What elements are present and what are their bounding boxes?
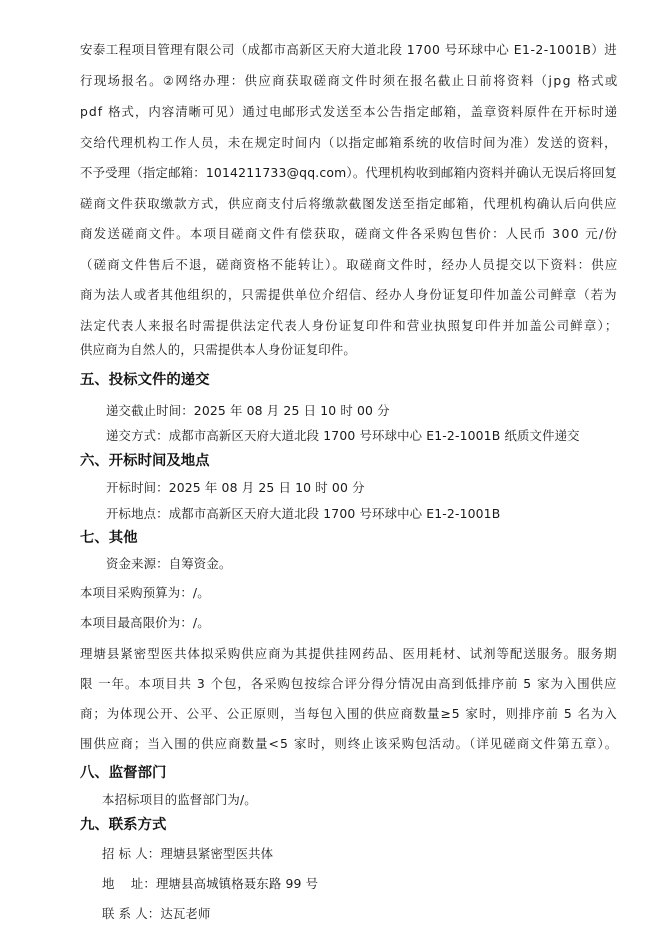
section-heading: 八、监督部门: [80, 765, 167, 781]
paragraph-line: [80, 736, 617, 752]
bidder-label: 招 标 人：: [102, 846, 161, 861]
section-heading: 五、投标文件的递交: [80, 372, 210, 388]
paragraph-line: [80, 42, 617, 58]
line-text: 理塘县紧密型医共体拟采购供应商为其提供挂网药品、医用耗材、试剂等配送服务。服务期: [80, 646, 618, 661]
line-text: 行现场报名。②网络办理：供应商获取磋商文件时须在报名截止日前将资料（jpg 格式或: [80, 73, 619, 88]
section-heading: 七、其他: [80, 530, 138, 546]
line-text: 安泰工程项目管理有限公司（成都市高新区天府大道北段 1700 号环球中心 E1-2-1001B）进: [80, 42, 618, 57]
paragraph-line: 供应商为自然人的，只需提供本人身份证复印件。: [80, 342, 356, 357]
opening-time: 开标时间：2025 年 08 月 25 日 10 时 00 分: [106, 480, 365, 495]
supervisor-text: 本招标项目的监督部门为/。: [102, 792, 257, 807]
line-text: 交给代理机构工作人员，未在规定时间内（以指定邮箱系统的收信时间为准）发送的资料，: [80, 135, 618, 150]
line-text: 商为法人或者其他组织的，只需提供单位介绍信、经办人身份证复印件加盖公司鲜章（若为: [80, 287, 618, 302]
line-text: 不予受理（指定邮箱：1014211733@qq.com）。代理机构收到邮箱内资料并确认无误后将回复: [80, 165, 618, 180]
contact-bidder: [102, 846, 273, 862]
opening-place: 开标地点：成都市高新区天府大道北段 1700 号环球中心 E1-2-1001B: [106, 506, 501, 521]
line-text: （磋商文件售后不退，磋商资格不能转让）。取磋商文件时，经办人员提交以下资料：供应: [80, 257, 619, 272]
paragraph-line: [80, 104, 617, 120]
section-heading: 九、联系方式: [80, 817, 167, 833]
paragraph-line: [80, 196, 617, 212]
line-text: 法定代表人来报名时需提供法定代表人身份证复印件和营业执照复印件并加盖公司鲜章）；: [80, 318, 619, 333]
address-label: 地 址：: [102, 876, 156, 891]
line-text: pdf 格式，内容清晰可见）通过电邮形式发送至本公告指定邮箱，盖章资料原件在开标时递: [80, 104, 619, 119]
line-text: 商；为体现公开、公平、公正原则，当每包入围的供应商数量≥5 家时，则排序前 5 名为入: [80, 706, 618, 721]
submission-method: 递交方式：成都市高新区天府大道北段 1700 号环球中心 E1-2-1001B 纸质文件递交: [106, 428, 580, 443]
contact-person: [102, 906, 211, 922]
budget-text: 本项目采购预算为：/。: [80, 585, 210, 600]
paragraph-line: [80, 287, 617, 303]
section-heading: 六、开标时间及地点: [80, 453, 210, 469]
paragraph-line: [80, 318, 617, 334]
paragraph-line: [80, 73, 617, 89]
submission-deadline: 递交截止时间：2025 年 08 月 25 日 10 时 00 分: [106, 403, 390, 418]
paragraph-line: [80, 646, 617, 662]
address-value: 理塘县高城镇格聂东路 99 号: [155, 876, 319, 891]
line-text: 磋商文件获取缴款方式，供应商支付后将缴款截图发送至指定邮箱，代理机构确认后向供应: [80, 196, 618, 211]
line-text: 围供应商；当入围的供应商数量<5 家时，则终止该采购包活动。（详见磋商文件第五章）。: [80, 736, 619, 751]
line-text: 限 一年。本项目共 3 个包，各采购包按综合评分得分情况由高到低排序前 5 家为入围供应: [80, 676, 618, 691]
paragraph-line: [80, 676, 617, 692]
contact-label: 联 系 人：: [102, 906, 161, 921]
paragraph-line: [80, 257, 617, 273]
bidder-value: 理塘县紧密型医共体: [160, 846, 274, 861]
funds-source: 资金来源：自筹资金。: [106, 556, 232, 571]
paragraph-line: [80, 226, 617, 242]
paragraph-line: [80, 135, 617, 151]
line-text: 商发送磋商文件。本项目磋商文件有偿获取，磋商文件各采购包售价：人民币 300 元/份: [80, 226, 619, 241]
contact-value: 达瓦老师: [160, 906, 211, 921]
paragraph-line: [80, 706, 617, 722]
paragraph-line: [80, 165, 617, 181]
max-price-text: 本项目最高限价为：/。: [80, 615, 210, 630]
contact-address: [102, 876, 318, 892]
